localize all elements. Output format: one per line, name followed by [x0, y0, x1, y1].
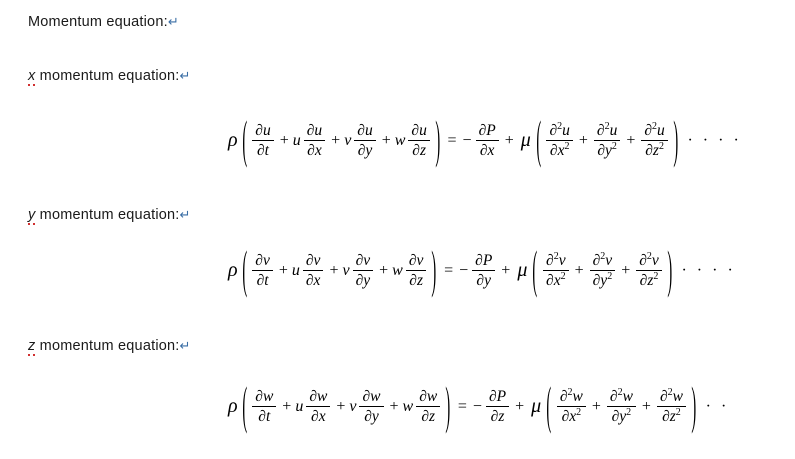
heading-momentum-equation — [28, 14, 179, 30]
paren-open-icon: ( — [242, 240, 247, 299]
plus-operator: + — [515, 397, 525, 415]
equals-operator: = — [457, 397, 467, 415]
paren-open-icon: ( — [546, 376, 552, 435]
coef-w: w — [402, 397, 414, 415]
pilcrow-icon: ↵ — [179, 68, 191, 83]
term-dv-dt: $\frac{\partial v}{\partial t}$ — [252, 252, 273, 290]
coef-v: v — [342, 261, 350, 279]
term-du-dz: $\frac{\partial u}{\partial z}$ — [408, 122, 429, 160]
plus-operator: + — [626, 131, 636, 149]
label-variable-z: z — [28, 338, 36, 354]
symbol-mu: μ — [520, 129, 531, 152]
equation-trailing-dots: · · — [705, 397, 730, 415]
plus-operator: + — [278, 261, 288, 279]
plus-operator: + — [282, 397, 292, 415]
term-dP-dx: $\frac{\partial P}{\partial x}$ — [476, 122, 499, 160]
paren-close-icon: ) — [435, 110, 441, 169]
label-x-momentum-equation — [28, 68, 191, 84]
term-dP-dy: $\frac{\partial P}{\partial y}$ — [472, 252, 495, 290]
minus-operator: − — [462, 131, 472, 149]
minus-operator: − — [459, 261, 469, 279]
term-d2u-dz2: $\frac{\partial^2u}{\partial z^2}$ — [641, 122, 667, 160]
paren-open-icon: ( — [242, 376, 247, 435]
paren-open-icon: ( — [532, 240, 538, 299]
symbol-rho: ρ — [228, 129, 238, 152]
term-du-dx: $\frac{\partial u}{\partial x}$ — [304, 122, 325, 160]
label-text-z: momentum equation: — [35, 338, 180, 354]
term-d2u-dx2: $\frac{\partial^2u}{\partial x^2}$ — [546, 122, 572, 160]
coef-u: u — [295, 397, 304, 415]
label-variable-y: y — [28, 207, 36, 223]
symbol-mu: μ — [531, 395, 542, 418]
equation-x-momentum — [228, 110, 742, 169]
term-d2w-dx2: $\frac{\partial^2w}{\partial x^2}$ — [557, 388, 586, 426]
plus-operator: + — [641, 397, 651, 415]
symbol-mu: μ — [517, 259, 528, 282]
paren-close-icon: ) — [431, 240, 437, 299]
paren-open-icon: ( — [536, 110, 542, 169]
coef-v: v — [349, 397, 357, 415]
heading-text: Momentum equation: — [28, 14, 168, 30]
term-dw-dz: $\frac{\partial w}{\partial z}$ — [416, 388, 440, 426]
term-du-dt: $\frac{\partial u}{\partial t}$ — [252, 122, 273, 160]
coef-w: w — [394, 131, 406, 149]
paren-close-icon: ) — [673, 110, 679, 169]
term-dw-dx: $\frac{\partial w}{\partial x}$ — [306, 388, 330, 426]
term-d2w-dz2: $\frac{\partial^2w}{\partial z^2}$ — [657, 388, 686, 426]
plus-operator: + — [578, 131, 588, 149]
label-z-momentum-equation — [28, 338, 191, 354]
label-y-momentum-equation — [28, 207, 191, 223]
coef-u: u — [292, 131, 301, 149]
label-text-y: momentum equation: — [35, 207, 180, 223]
paren-close-icon: ) — [445, 376, 451, 435]
term-dv-dz: $\frac{\partial v}{\partial z}$ — [406, 252, 427, 290]
term-d2v-dz2: $\frac{\partial^2v}{\partial z^2}$ — [636, 252, 662, 290]
plus-operator: + — [329, 261, 339, 279]
paren-close-icon: ) — [667, 240, 673, 299]
pilcrow-icon: ↵ — [179, 207, 191, 222]
plus-operator: + — [379, 261, 389, 279]
coef-w: w — [392, 261, 403, 279]
term-dw-dt: $\frac{\partial w}{\partial t}$ — [252, 388, 276, 426]
pilcrow-icon: ↵ — [179, 338, 191, 353]
label-variable-x: x — [28, 68, 36, 84]
term-d2u-dy2: $\frac{\partial^2u}{\partial y^2}$ — [594, 122, 620, 160]
term-dP-dz: $\frac{\partial P}{\partial z}$ — [486, 388, 509, 426]
term-dw-dy: $\frac{\partial w}{\partial y}$ — [359, 388, 383, 426]
minus-operator: − — [472, 397, 482, 415]
pilcrow-icon: ↵ — [167, 14, 179, 29]
plus-operator: + — [279, 131, 289, 149]
plus-operator: + — [621, 261, 631, 279]
term-dv-dy: $\frac{\partial v}{\partial y}$ — [353, 252, 374, 290]
plus-operator: + — [381, 131, 391, 149]
equation-z-momentum — [228, 376, 730, 435]
term-dv-dx: $\frac{\partial v}{\partial x}$ — [303, 252, 324, 290]
plus-operator: + — [331, 131, 341, 149]
term-du-dy: $\frac{\partial u}{\partial y}$ — [354, 122, 375, 160]
plus-operator: + — [574, 261, 584, 279]
paren-open-icon: ( — [242, 110, 247, 169]
coef-v: v — [344, 131, 352, 149]
equation-trailing-dots: · · · · — [681, 261, 736, 279]
plus-operator: + — [504, 131, 514, 149]
plus-operator: + — [389, 397, 399, 415]
equation-trailing-dots: · · · · — [687, 131, 742, 149]
plus-operator: + — [336, 397, 346, 415]
equation-y-momentum — [228, 240, 736, 299]
plus-operator: + — [501, 261, 511, 279]
term-d2v-dx2: $\frac{\partial^2v}{\partial x^2}$ — [543, 252, 569, 290]
symbol-rho: ρ — [228, 395, 238, 418]
term-d2w-dy2: $\frac{\partial^2w}{\partial y^2}$ — [607, 388, 636, 426]
plus-operator: + — [591, 397, 601, 415]
symbol-rho: ρ — [228, 259, 238, 282]
term-d2v-dy2: $\frac{\partial^2v}{\partial y^2}$ — [590, 252, 616, 290]
label-text-x: momentum equation: — [35, 68, 180, 84]
coef-u: u — [291, 261, 300, 279]
paren-close-icon: ) — [691, 376, 697, 435]
equals-operator: = — [444, 261, 454, 279]
equals-operator: = — [447, 131, 457, 149]
